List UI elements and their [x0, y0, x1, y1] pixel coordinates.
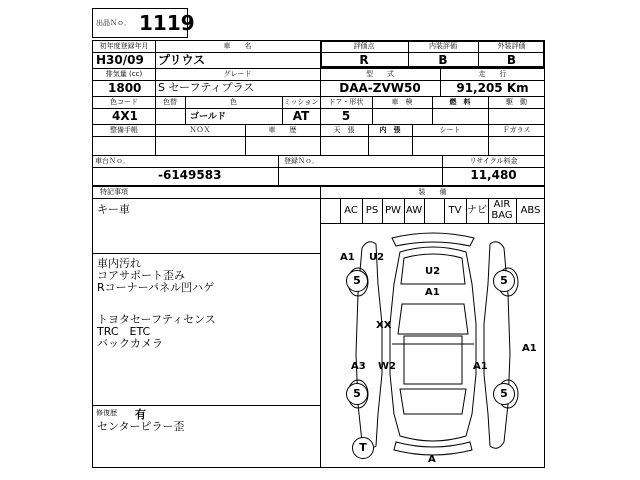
recycle-fee: 11,480 — [470, 168, 517, 182]
reg-year-label: 初年度登録年月 — [99, 42, 149, 50]
displacement-label: 排気量 (cc) — [105, 70, 143, 78]
color: ゴールド — [190, 112, 226, 122]
score: R — [359, 53, 369, 67]
mark-a3: A3 — [351, 361, 366, 372]
spare-tire: T — [352, 437, 374, 459]
reg-year: H30/09 — [96, 53, 144, 67]
mark-a1-far-right: A1 — [522, 343, 537, 354]
lot-number-label: 出品Ｎｏ． — [96, 19, 131, 27]
color-code: 4X1 — [112, 109, 138, 123]
interior-trim-label: 内 張 — [379, 126, 401, 134]
service-book-label: 整備手帳 — [110, 126, 138, 134]
doors: 5 — [341, 109, 351, 123]
grade-label: グレード — [223, 70, 252, 78]
grade: S セーフティプラス — [158, 81, 255, 94]
mark-a-rear: A — [428, 454, 436, 465]
lot-number: 1119 — [139, 11, 195, 35]
equip-ps: PS — [365, 205, 379, 216]
mileage: 91,205 Km — [456, 81, 529, 95]
fglass-label: Ｆガラス — [502, 126, 531, 134]
displacement: 1800 — [108, 81, 142, 95]
transmission: AT — [292, 109, 310, 123]
color-label: 色 — [230, 98, 237, 106]
equip-pw: PW — [385, 205, 401, 216]
model-label: 型 式 — [366, 70, 394, 78]
equip-navi: ナビ — [467, 205, 487, 216]
option-line-1: トヨタセーフティセンス — [97, 313, 216, 326]
option-line-3: バックカメラ — [97, 337, 163, 350]
damage-line-2: コアサポート歪み — [97, 269, 185, 282]
damage-line-3: Rコーナーパネル凹ハゲ — [97, 281, 215, 294]
tire-front-right: 5 — [493, 270, 515, 292]
drive-label: 駆 動 — [506, 98, 527, 106]
registration-label: 登録Ｎｏ． — [284, 157, 319, 165]
mark-a1-right: A1 — [473, 361, 488, 372]
tire-rear-left: 5 — [346, 383, 368, 405]
fuel-label: 燃 料 — [449, 98, 471, 106]
damage-line-1: 車内汚れ — [97, 257, 141, 270]
mark-u2-front: U2 — [369, 252, 385, 263]
doors-label: ドア・形状 — [328, 98, 364, 106]
chassis-label: 車台Ｎｏ． — [95, 157, 130, 165]
equipment-row — [340, 198, 545, 223]
tire-rear-right: 5 — [493, 383, 515, 405]
repair-history-label: 修復歴 — [96, 409, 117, 417]
option-line-2: TRC ETC — [97, 325, 151, 338]
exterior-score: B — [506, 53, 517, 67]
exterior-label: 外装評価 — [497, 42, 526, 50]
transmission-label: ミッション — [283, 98, 319, 106]
lot-number-box — [92, 8, 195, 38]
equipment-label: 装 備 — [418, 188, 447, 196]
key-type: キー車 — [97, 203, 130, 216]
equip-tv: TV — [448, 205, 462, 216]
recycle-label: リサイクル料金 — [469, 157, 518, 165]
chassis-number: -6149583 — [158, 168, 222, 182]
mileage-label: 走 行 — [478, 70, 507, 78]
mark-u2-hood: U2 — [425, 266, 441, 277]
nox-label: ＮＯＸ — [189, 126, 211, 134]
equip-aw: AW — [405, 205, 423, 216]
special-notes-label: 特記事項 — [100, 188, 128, 196]
interior-score: B — [438, 53, 448, 67]
car-name-label: 車 名 — [223, 42, 252, 50]
inspection-label: 車 検 — [391, 98, 413, 106]
seat-label: シート — [439, 126, 461, 134]
mark-w2: W2 — [378, 361, 396, 372]
color-change-label: 色替 — [163, 98, 177, 106]
tire-front-left: 5 — [346, 270, 368, 292]
equip-abs: ABS — [520, 205, 541, 216]
model-code: DAA-ZVW50 — [339, 81, 421, 95]
repair-note: センターピラー歪 — [97, 420, 185, 433]
interior-label: 内装評価 — [429, 42, 457, 50]
mark-a1-front-left: A1 — [340, 252, 355, 263]
equip-ac: AC — [344, 205, 358, 216]
score-label: 評価点 — [353, 42, 375, 50]
car-body-diagram — [322, 224, 544, 464]
mark-a1-hood: A1 — [425, 287, 440, 298]
car-name: プリウス — [158, 53, 206, 67]
car-history-label: 車 歴 — [268, 126, 297, 134]
mark-xx: XX — [376, 320, 392, 331]
equip-airbag: AIR BAG — [491, 199, 513, 221]
color-code-label: 色コード — [110, 98, 138, 106]
headliner-label: 天 張 — [333, 126, 355, 134]
repair-history-value: 有 — [135, 408, 146, 421]
